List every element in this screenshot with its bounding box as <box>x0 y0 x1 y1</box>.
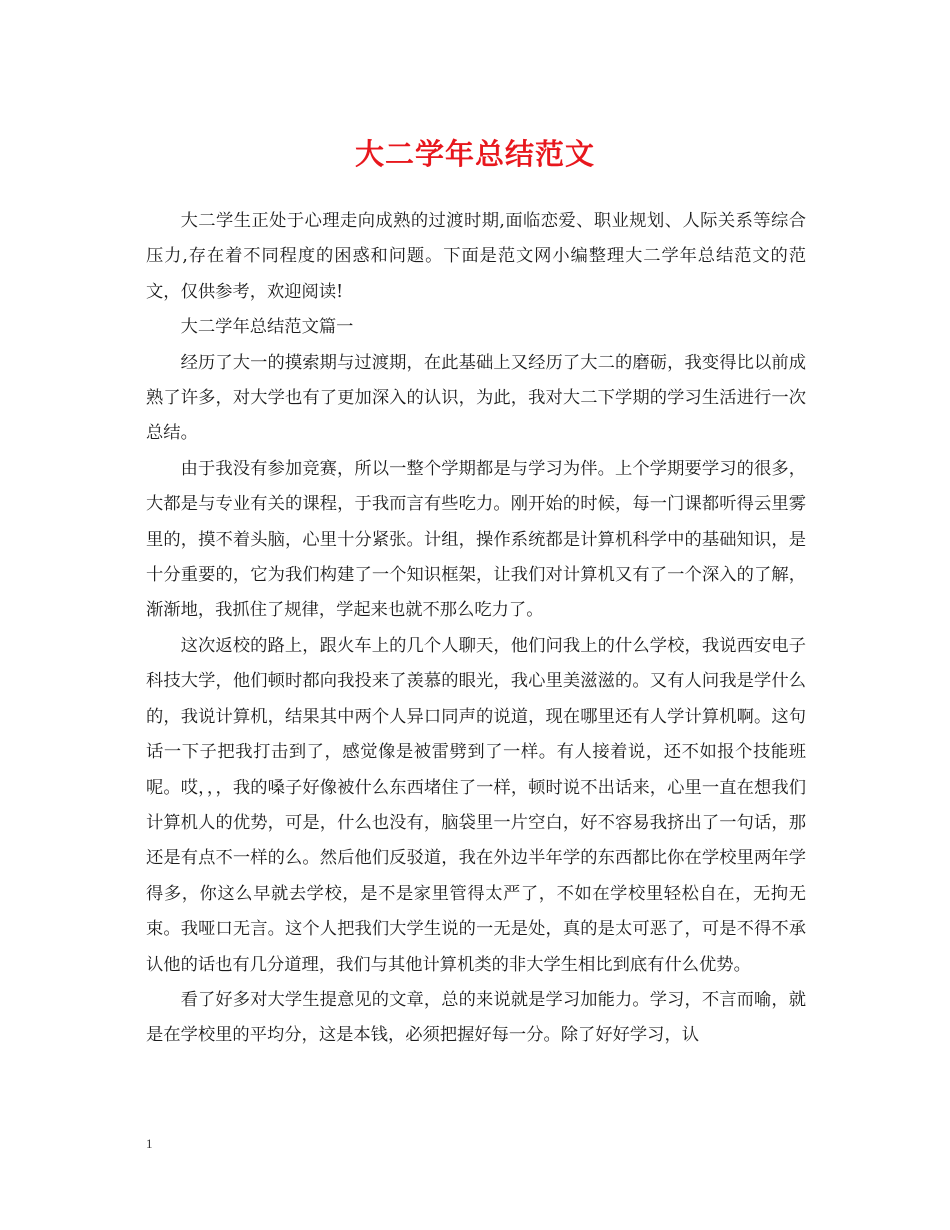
document-body <box>146 204 806 1054</box>
page-number: 1 <box>146 1136 153 1151</box>
section-heading: 大二学年总结范文篇一 <box>180 317 354 338</box>
paragraph: 经历了大一的摸索期与过渡期，在此基础上又经历了大二的磨砺，我变得比以前成熟了许多，对大学也有了更加深入的认识，为此，我对大二下学期的学习生活进行一次总结。 <box>146 352 806 444</box>
paragraph: 由于我没有参加竞赛，所以一整个学期都是与学习为伴。上个学期要学习的很多，大都是与专业有关的课程，于我而言有些吃力。刚开始的时候，每一门课都听得云里雾里的，摸不着头脑，心里十分紧张。计组，操作系统都是计算机科学中的基础知识，是十分重要的，它为我们构建了一个知识框架，让我们对计算机又有了一个深入的了解，渐渐地，我抓住了规律，学起来也就不那么吃力了。 <box>146 458 806 621</box>
paragraph: 看了好多对大学生提意见的文章，总的来说就是学习加能力。学习，不言而喻，就是在学校里的平均分，这是本钱，必须把握好每一分。除了好好学习，认 <box>146 989 806 1046</box>
document-title: 大二学年总结范文 <box>354 137 595 171</box>
paragraph: 这次返校的路上，跟火车上的几个人聊天，他们问我上的什么学校，我说西安电子科技大学，他们顿时都向我投来了羡慕的眼光，我心里美滋滋的。又有人问我是学什么的，我说计算机，结果其中两个人异口同声的说道，现在哪里还有人学计算机啊。这句话一下子把我打击到了，感觉像是被雷劈到了一样。有人接着说，还不如报个技能班呢。哎，，，我的嗓子好像被什么东西堵住了一样，顿时说不出话来，心里一直在想我们计算机人的优势，可是，什么也没有，脑袋里一片空白，好不容易我挤出了一句话，那还是有点不一样的么。然后他们反驳道，我在外边半年学的东西都比你在学校里两年学得多，你这么早就去学校，是不是家里管得太严了，不如在学校里轻松自在，无拘无束。我哑口无言。这个人把我们大学生说的一无是处，真的是太可恶了，可是不得不承认他的话也有几分道理，我们与其他计算机类的非大学生相比到底有什么优势。 <box>146 635 806 975</box>
paragraph-intro: 大二学生正处于心理走向成熟的过渡时期,面临恋爱、职业规划、人际关系等综合压力,存在着不同程度的困惑和问题。下面是范文网小编整理大二学年总结范文的范文，仅供参考，欢迎阅读! <box>146 211 806 302</box>
